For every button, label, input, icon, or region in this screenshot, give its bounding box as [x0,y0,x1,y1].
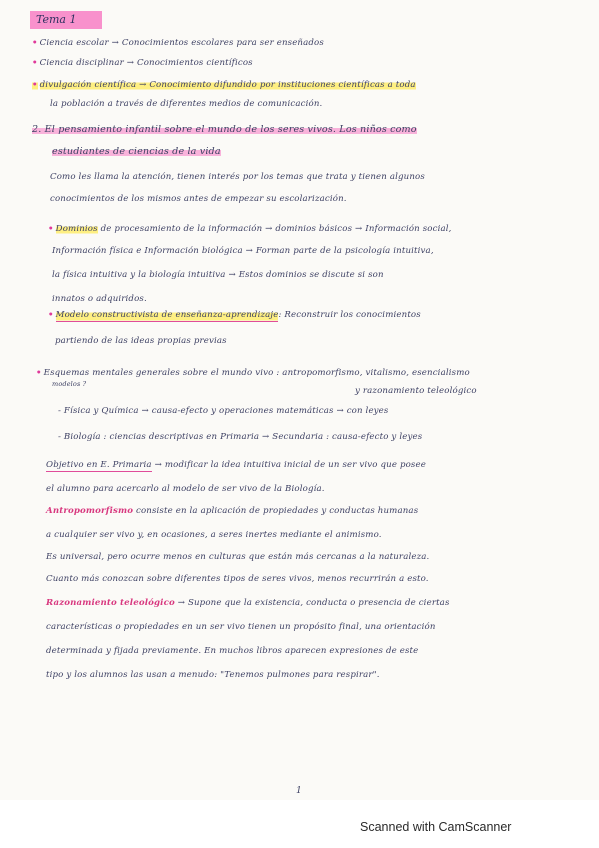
section-heading-2: 2. El pensamiento infantil sobre el mundo de los seres vivos. Los niños como [32,124,417,135]
line-divulgacion-cont: la población a través de diferentes medios de comunicación. [50,99,323,109]
bullet-icon: • [32,80,38,90]
line-ciencia-escolar: • Ciencia escolar → Conocimientos escolares para ser enseñados [32,38,324,48]
paragraph-line: el alumno para acercarlo al modelo de ser vivo de la Biología. [46,484,325,494]
bullet-icon: • [36,368,42,378]
line-dominios: • Dominios de procesamiento de la información → dominios básicos → Información social, [48,224,452,234]
bullet-icon: • [48,224,54,234]
line-antropomorfismo: Antropomorfismo consiste en la aplicación de propiedades y conductas humanas [46,506,419,516]
paragraph-line: la física intuitiva y la biología intuitiva → Estos dominios se discute si son [52,270,384,280]
line-esquemas: • Esquemas mentales generales sobre el mundo vivo : antropomorfismo, vitalismo, esencialismo [36,368,470,378]
line-ciencia-disciplinar: • Ciencia disciplinar → Conocimientos científicos [32,58,253,68]
line-modelo-constructivista: • Modelo constructivista de enseñanza-aprendizaje: Reconstruir los conocimientos [48,310,421,320]
paragraph-line: y razonamiento teleológico [355,386,477,396]
paragraph-line: conocimientos de los mismos antes de empezar su escolarización. [50,194,347,204]
line-fisica: - Física y Química → causa-efecto y operaciones matemáticas → con leyes [58,406,389,416]
paragraph-line: Como les llama la atención, tienen interés por los temas que trata y tienen algunos [50,172,425,182]
paragraph-line: Información física e Información biológica → Forman parte de la psicología intuitiva, [52,246,434,256]
paragraph-line: determinada y fijada previamente. En muchos libros aparecen expresiones de este [46,646,419,656]
paragraph-line: características o propiedades en un ser vivo tienen un propósito final, una orientación [46,622,436,632]
line-biologia: - Biología : ciencias descriptivas en Primaria → Secundaria : causa-efecto y leyes [58,432,423,442]
paragraph-line: Es universal, pero ocurre menos en culturas que están más cercanas a la naturaleza. [46,552,430,562]
paragraph-line: tipo y los alumnos las usan a menudo: "Tenemos pulmones para respirar". [46,670,380,680]
page-number: 1 [296,786,302,796]
line-divulgacion: • divulgación científica → Conocimiento difundido por instituciones científicas a toda [32,80,416,90]
bullet-icon: • [32,58,38,68]
bullet-icon: • [48,310,54,320]
paragraph-line: partiendo de las ideas propias previas [55,336,227,346]
line-razonamiento: Razonamiento teleológico → Supone que la existencia, conducta o presencia de ciertas [46,598,450,608]
paragraph-line: Cuanto más conozcan sobre diferentes tipos de seres vivos, menos recurrirán a esto. [46,574,429,584]
line-objetivo: Objetivo en E. Primaria → modificar la idea intuitiva inicial de un ser vivo que posee [46,460,426,470]
paragraph-line: a cualquier ser vivo y, en ocasiones, a seres inertes mediante el animismo. [46,530,382,540]
topic-title: Tema 1 [30,11,102,29]
scanner-watermark: Scanned with CamScanner [360,820,512,834]
bullet-icon: • [32,38,38,48]
section-heading-2-cont: estudiantes de ciencias de la vida [52,146,221,157]
paragraph-line: innatos o adquiridos. [52,294,147,304]
margin-note: modelos ? [52,380,87,388]
